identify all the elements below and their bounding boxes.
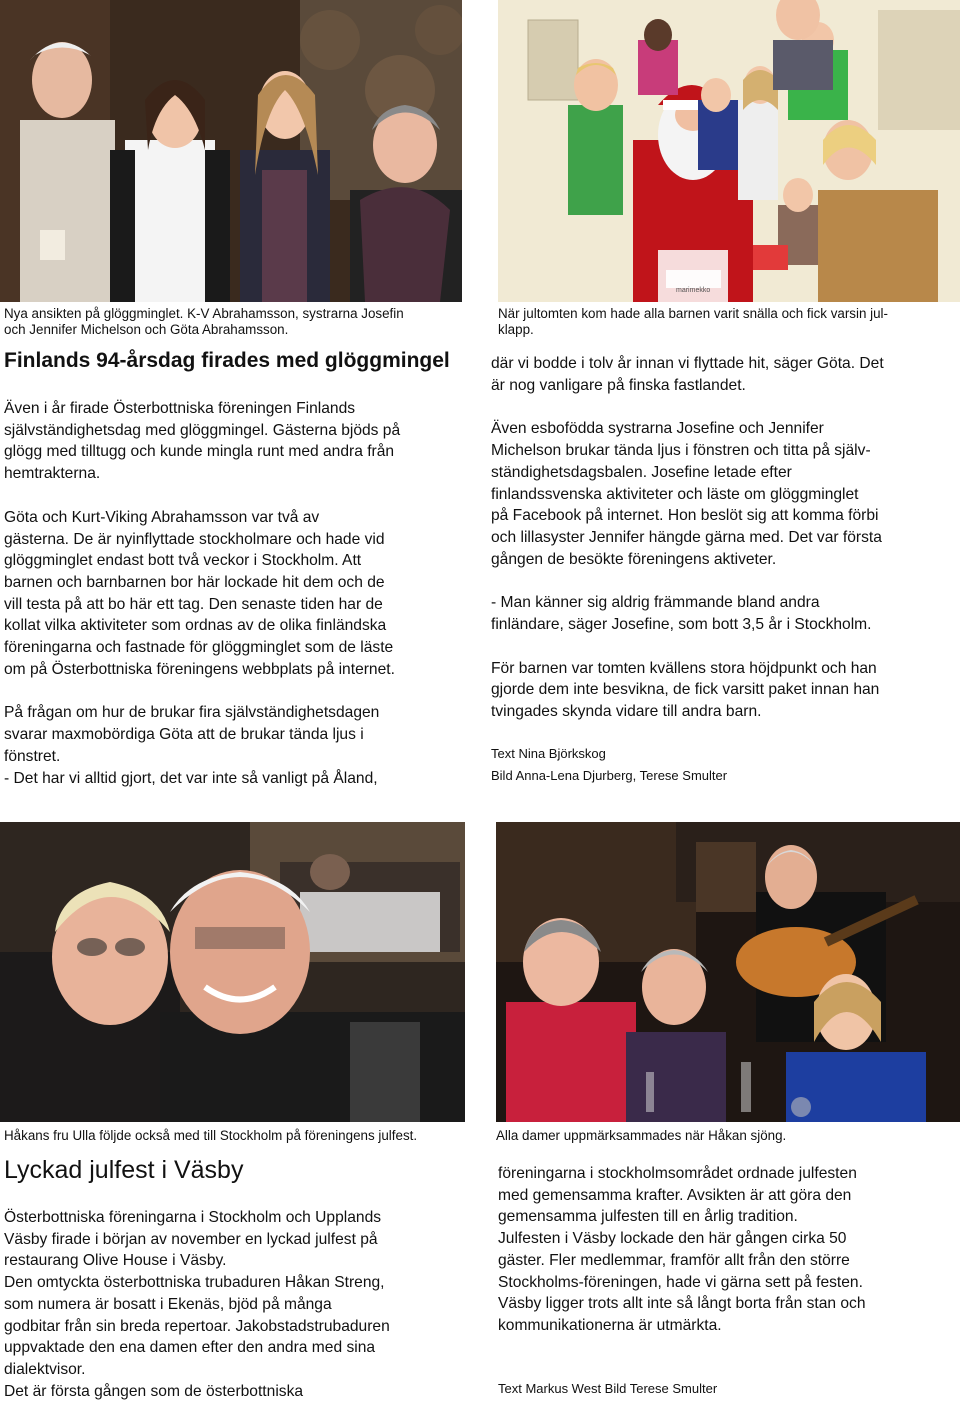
photo-guitarist-image [496,822,960,1122]
text-line: Väsby ligger trots allt inte så långt borta från stan och [498,1295,866,1313]
text-line: föreningarna och fastnade för glöggminglet som de läste [4,639,394,657]
photo-guitarist-caption: Alla damer uppmärksammades när Håkan sjöng. [496,1128,787,1143]
text-line: godbitar från sin breda repertoar. Jakobstadstrubaduren [4,1317,390,1335]
photo-guitarist [496,822,960,1122]
text-line: Väsby firade i början av november en lyckad julfest på [4,1230,378,1248]
text-line: gästerna. De är nyinflyttade stockholmare och hade vid [4,530,385,548]
photo-santa-children-image [498,0,960,302]
text-line: på Facebook på internet. Hon beslöt sig att komma förbi [491,507,879,525]
text-line: svarar maxmobördiga Göta att de brukar tända ljus i [4,726,364,744]
text-line: om på Österbottniska föreningens webbplats på internet. [4,660,395,678]
text-line: Österbottniska föreningarna i Stockholm och Upplands [4,1209,382,1226]
photo-couple-caption: Håkans fru Ulla följde också med till Stockholm på föreningens julfest. [4,1128,418,1143]
text-line: med gemensamma krafter. Avsikten är att göra den [498,1186,852,1204]
text-line: Göta och Kurt-Viking Abrahamsson var två av [4,508,320,526]
text-line: och lillasyster Jennifer hängde gärna med. Det var första [491,528,882,546]
text-line: kollat vilka aktiviteter som ordnas av de olika finländska [4,617,387,635]
text-line: gäster. Fler medlemmar, framför allt från den större [498,1251,850,1269]
text-line: Julfesten i Väsby lockade den här gången cirka 50 [498,1230,847,1248]
article2-credit: Text Markus West Bild Terese Smulter [498,1381,718,1396]
caption-line: och Jennifer Michelson och Göta Abrahamsson. [4,322,289,337]
paragraph [491,592,960,635]
paragraph [491,418,960,570]
paragraph [4,702,474,789]
text-line: finlandssvenska aktiviteter och läste om glöggminglet [491,485,859,503]
text-line: finländare, säger Josefine, som bott 3,5 år i Stockholm. [491,616,872,634]
text-line: hemtrakterna. [4,465,101,483]
text-line: gjorde dem inte besvikna, de fick varsitt paket innan han [491,681,880,699]
text-line: tvingades skynda vidare till andra barn. [491,703,762,721]
article2-right-column [498,1163,960,1337]
text-line: På frågan om hur de brukar fira självständighetsdagen [4,704,380,722]
text-line: För barnen var tomten kvällens stora höjdpunkt och han [491,659,877,677]
article2-left-column [4,1207,474,1402]
text-line: gången de besökte föreningens aktiveter. [491,550,777,568]
caption-line: klapp. [498,322,534,337]
text-line: Stockholms-föreningen, hade vi gärna sett på festen. [498,1273,863,1291]
text-line: - Det har vi alltid gjort, det var inte så vanligt på Åland, [4,769,378,787]
text-line: kommunikationerna är utmärkta. [498,1316,722,1334]
text-line: dialektvisor. [4,1360,86,1378]
article2-headline: Lyckad julfest i Väsby [4,1156,244,1184]
paragraph [4,398,474,485]
text-line: uppvaktade den ena damen efter den andra med sina [4,1339,376,1357]
text-line: restaurang Olive House i Väsby. [4,1252,227,1270]
photo-four-people [0,0,462,302]
text-line: glögg med tilltugg och kunde mingla runt med andra från [4,443,395,461]
text-line: är nog vanligare på finska fastlandet. [491,376,746,394]
caption-line: När jultomten kom hade alla barnen varit snälla och fick varsin jul- [498,306,888,321]
paragraph [4,507,474,681]
paragraph [491,658,960,723]
text-line: ständighetsdagsbalen. Josefine letade efter [491,463,792,481]
photo-couple [0,822,465,1122]
text-line: Den omtyckta österbottniska trubaduren Håkan Streng, [4,1274,385,1292]
text-line: Även i år firade Österbottniska föreningen Finlands [4,400,356,417]
text-line: vill testa på att bo här ett tag. Den senaste tiden har de [4,595,383,613]
text-line: där vi bodde i tolv år innan vi flyttade hit, säger Göta. Det [491,355,884,372]
photo-santa-children [498,0,960,302]
article1-left-column [4,398,474,811]
text-line: som numera är bosatt i Ekenäs, bjöd på många [4,1295,332,1313]
text-line: självständighetsdag med glöggmingel. Gästerna bjöds på [4,421,401,439]
text-line: gemensamma julfesten till en årlig tradition. [498,1208,798,1226]
text-line: Även esbofödda systrarna Josefine och Jennifer [491,420,824,438]
text-line: - Man känner sig aldrig främmande bland andra [491,594,820,612]
paragraph [491,353,960,396]
photo-four-people-image [0,0,462,302]
article1-right-column [491,353,960,745]
text-line: Michelson brukar tända ljus i fönstren och titta på själv- [491,442,871,460]
photo-couple-image [0,822,465,1122]
photo-four-people-caption [4,306,462,338]
photo-santa-children-caption [498,306,960,338]
article1-credit-photo: Bild Anna-Lena Djurberg, Terese Smulter [491,768,728,783]
watermark-text: marimekko [676,287,711,294]
text-line: barnen och barnbarnen bor här lockade hit dem och de [4,573,385,591]
caption-line: Nya ansikten på glöggminglet. K-V Abrahamsson, systrarna Josefin [4,306,404,321]
text-line: föreningarna i stockholmsområdet ordnade julfesten [498,1165,857,1182]
text-line: Det är första gången som de österbottniska [4,1382,304,1400]
text-line: fönstret. [4,747,61,765]
text-line: glöggminglet endast bott två veckor i Stockholm. Att [4,552,362,570]
article1-headline: Finlands 94-årsdag firades med glöggmingel [4,349,450,372]
article1-credit-text: Text Nina Björkskog [491,746,606,761]
